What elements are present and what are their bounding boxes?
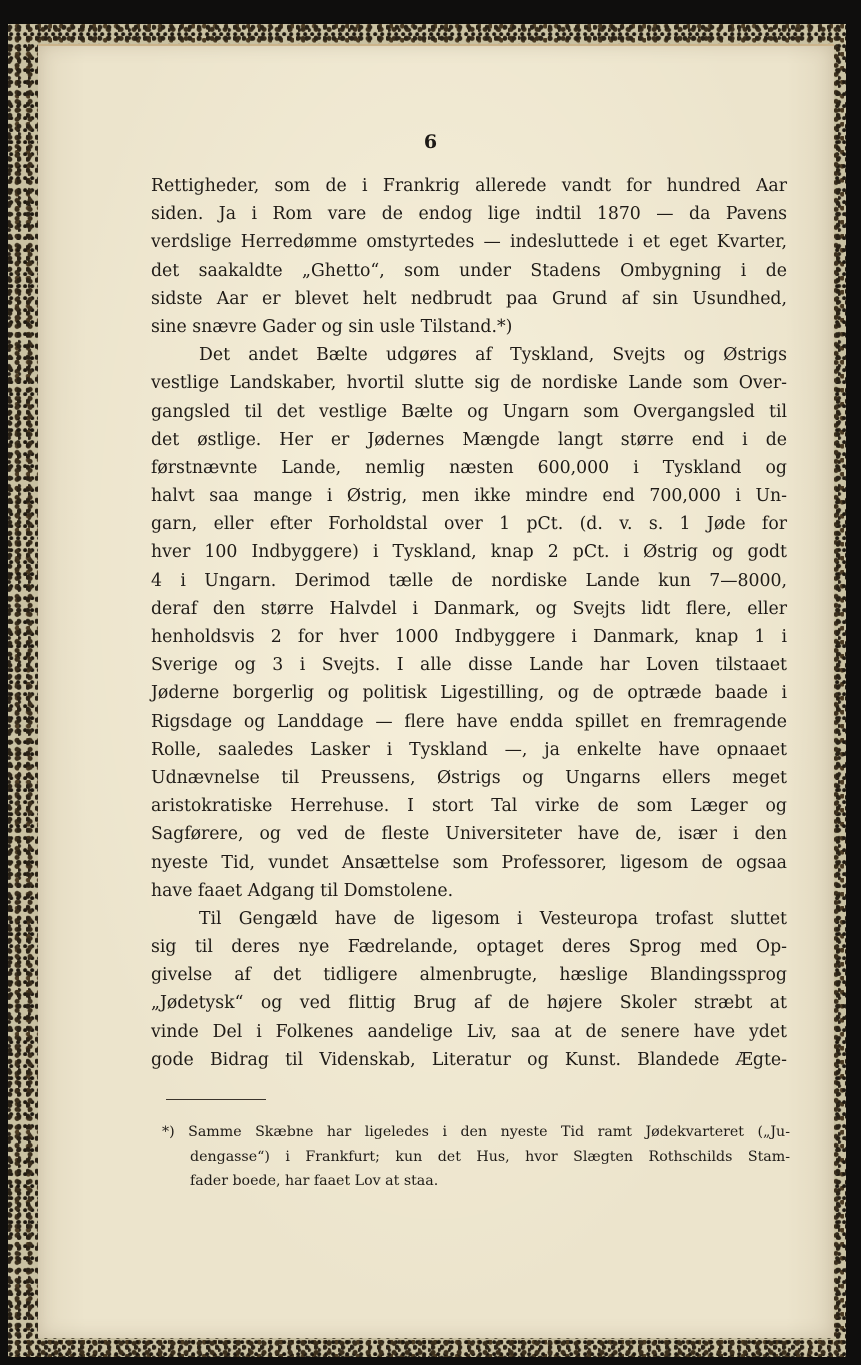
text-line: henholdsvis 2 for hver 1000 Indbyggere i Danmark, knap 1 i xyxy=(151,627,787,647)
text-line: hver 100 Indbyggere) i Tyskland, knap 2 pCt. i Østrig og godt xyxy=(151,542,787,563)
text-line: Sverige og 3 i Svejts. I alle disse Lande har Loven tilstaaet xyxy=(151,655,787,676)
text-line: 4 i Ungarn. Derimod tælle de nordiske Lande kun 7—8000, xyxy=(151,570,787,591)
text-line: „Jødetysk“ og ved flittig Brug af de højere Skoler stræbt at xyxy=(151,993,787,1014)
text-line: Det andet Bælte udgøres af Tyskland, Svejts og Østrigs xyxy=(199,345,787,366)
footnote-separator xyxy=(166,1099,266,1100)
page-edge xyxy=(38,44,834,46)
text-line: siden. Ja i Rom vare de endog lige indtil 1870 — da Pavens xyxy=(151,204,787,225)
text-line: verdslige Herredømme omstyrtedes — indesluttede i et eget Kvarter, xyxy=(151,232,787,253)
text-line: Sagførere, og ved de fleste Universiteter have de, især i den xyxy=(151,824,787,845)
page-number: 6 xyxy=(423,131,438,153)
text-line: Rolle, saaledes Lasker i Tyskland —, ja enkelte have opnaaet xyxy=(151,739,787,760)
text-line: gode Bidrag til Videnskab, Literatur og Kunst. Blandede Ægte- xyxy=(151,1049,787,1070)
footnote-line: *) Samme Skæbne har ligeledes i den nyeste Tid ramt Jødekvarteret („Ju- xyxy=(162,1124,790,1140)
footnote-line: fader boede, har faaet Lov at staa. xyxy=(190,1173,439,1189)
text-line: Til Gengæld have de ligesom i Vesteuropa trofast sluttet xyxy=(199,908,787,929)
text-line: det saakaldte „Ghetto“, som under Stadens Ombygning i de xyxy=(151,260,787,281)
text-line: Rettigheder, som de i Frankrig allerede vandt for hundred Aar xyxy=(151,176,787,196)
footnote-line: dengasse“) i Frankfurt; kun det Hus, hvor Slægten Rothschilds Stam- xyxy=(190,1148,790,1165)
text-line: Rigsdage og Landdage — flere have endda spillet en fremragende xyxy=(151,711,787,732)
text-line: sine snævre Gader og sin usle Tilstand.*) xyxy=(151,316,513,337)
text-line: deraf den større Halvdel i Danmark, og Svejts lidt flere, eller xyxy=(151,598,787,619)
paragraph xyxy=(151,905,787,1074)
body-text xyxy=(151,172,787,1074)
text-line: nyeste Tid, vundet Ansættelse som Professorer, ligesom de ogsaa xyxy=(151,852,787,873)
text-line: Jøderne borgerlig og politisk Ligestilling, og de optræde baade i xyxy=(151,683,787,704)
text-line: sig til deres nye Fædrelande, optaget deres Sprog med Op- xyxy=(151,937,787,958)
text-line: aristokratiske Herrehuse. I stort Tal virke de som Læger og xyxy=(151,796,787,817)
text-line: givelse af det tidligere almenbrugte, hæslige Blandingssprog xyxy=(151,965,787,986)
text-line: have faaet Adgang til Domstolene. xyxy=(151,880,454,901)
paragraph xyxy=(151,341,787,905)
text-line: garn, eller efter Forholdstal over 1 pCt. (d. v. s. 1 Jøde for xyxy=(151,514,787,535)
text-line: halvt saa mange i Østrig, men ikke mindre end 700,000 i Un- xyxy=(151,486,787,507)
text-line: det østlige. Her er Jødernes Mængde langt større end i de xyxy=(151,429,787,450)
text-line: gangsled til det vestlige Bælte og Ungarn som Overgangsled til xyxy=(151,401,787,422)
text-line: sidste Aar er blevet helt nedbrudt paa Grund af sin Usundhed, xyxy=(151,288,787,309)
footnote xyxy=(162,1120,790,1194)
text-line: Udnævnelse til Preussens, Østrigs og Ungarns ellers meget xyxy=(151,767,787,788)
paragraph xyxy=(151,172,787,341)
text-line: vinde Del i Folkenes aandelige Liv, saa at de senere have ydet xyxy=(151,1021,787,1042)
text-line: førstnævnte Lande, nemlig næsten 600,000 i Tyskland og xyxy=(151,457,787,478)
text-line: vestlige Landskaber, hvortil slutte sig de nordiske Lande som Over- xyxy=(151,373,787,394)
